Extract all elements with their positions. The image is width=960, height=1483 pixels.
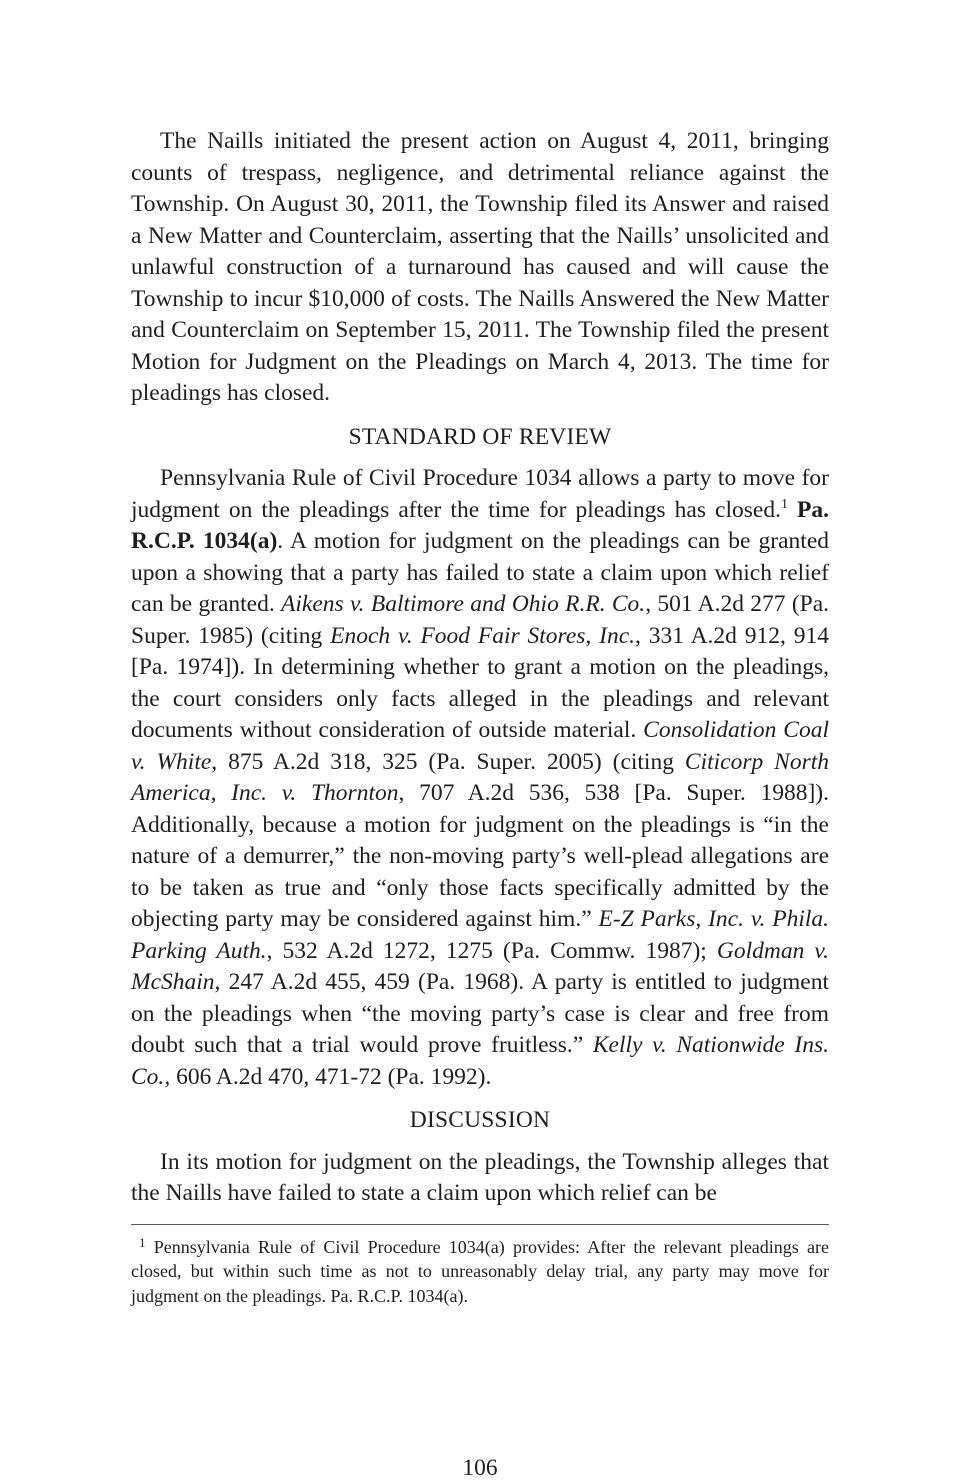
standard-of-review-paragraph [131, 463, 829, 1093]
sor-text-2: . A motion for judgment on the pleadings can be granted upon a showing that a party has failed to state a claim upon which relief can be granted. [131, 528, 830, 617]
case-kelly: Kelly v. Nationwide Ins. Co. [131, 1032, 830, 1090]
intro-text: The Naills initiated the present action on August 4, 2011, bringing counts of trespass, negligence, and detrimental reliance against the Township. On August 30, 2011, the Township filed its Answer and raised a New Matter and Counterclaim, asserting that the Naills’ unsolicited and unlawful construction of a turnaround has caused and will cause the Township to incur $10,000 of costs. The Naills Answered the New Matter and Counterclaim on September 15, 2011. The Township filed the present Motion for Judgment on the Pleadings on March 4, 2013. The time for pleadings has closed. [131, 128, 829, 406]
footnote-reference: 1 [780, 496, 788, 512]
sor-text-5: , 875 A.2d 318, 325 (Pa. Super. 2005) (citing [211, 748, 685, 775]
intro-paragraph [131, 126, 829, 410]
sor-text-9: , 606 A.2d 470, 471-72 (Pa. 1992). [164, 1063, 492, 1090]
rule-citation: Pa. R.C.P. 1034(a) [131, 496, 830, 554]
discussion-paragraph [131, 1147, 829, 1210]
case-citicorp: Citicorp North America, Inc. v. Thornton [131, 748, 829, 806]
sor-text-8: , 247 A.2d 455, 459 (Pa. 1968). A party is entitled to judgment on the pleadings when “the moving party’s case is clear and free from doubt such that a trial would prove fruitless.” [131, 969, 829, 1058]
sor-text-6: , 707 A.2d 536, 538 [Pa. Super. 1988]). Additionally, because a motion for judgment on the pleadings is “in the nature of a demurrer,” the non-moving party’s well-plead allegations are to be taken as true and “only those facts specifically admitted by the objecting party may be considered against him.” [131, 780, 829, 932]
case-consolidation-coal: Consolidation Coal v. White [131, 717, 829, 775]
sor-text-1: Pennsylvania Rule of Civil Procedure 1034 allows a party to move for judgment on the pleadings after the time for pleadings has closed. [131, 465, 829, 523]
case-aikens: Aikens v. Baltimore and Ohio R.R. Co. [281, 591, 646, 617]
case-enoch: Enoch v. Food Fair Stores, Inc. [330, 622, 636, 649]
page-number: 106 [462, 1455, 498, 1481]
footnote [131, 1235, 829, 1309]
footnote-number: 1 [139, 1234, 146, 1250]
case-goldman: Goldman v. McShain [131, 937, 829, 995]
discussion-text: In its motion for judgment on the pleadings, the Township alleges that the Naills have failed to state a claim upon which relief can be [131, 1148, 829, 1206]
sor-text-7: , 532 A.2d 1272, 1275 (Pa. Commw. 1987); [266, 937, 717, 964]
case-ez-parks: E-Z Parks, Inc. v. Phila. Parking Auth. [131, 906, 830, 964]
footnote-divider [131, 1224, 829, 1225]
sor-text-3: , 501 A.2d 277 (Pa. Super. 1985) (citing [131, 591, 830, 649]
standard-of-review-heading: STANDARD OF REVIEW [348, 423, 612, 450]
sor-text-4: , 331 A.2d 912, 914 [Pa. 1974]). In determining whether to grant a motion on the pleadings, the court considers only facts alleged in the pleadings and relevant documents without consideration of outside material. [131, 622, 829, 743]
discussion-heading: DISCUSSION [409, 1107, 551, 1133]
footnote-text: Pennsylvania Rule of Civil Procedure 1034(a) provides: After the relevant pleadings are closed, but within such time as not to unreasonably delay trial, any party may move for judgment on the pleadings. Pa. R.C.P. 1034(a). [131, 1236, 829, 1306]
page-body [131, 126, 829, 1308]
